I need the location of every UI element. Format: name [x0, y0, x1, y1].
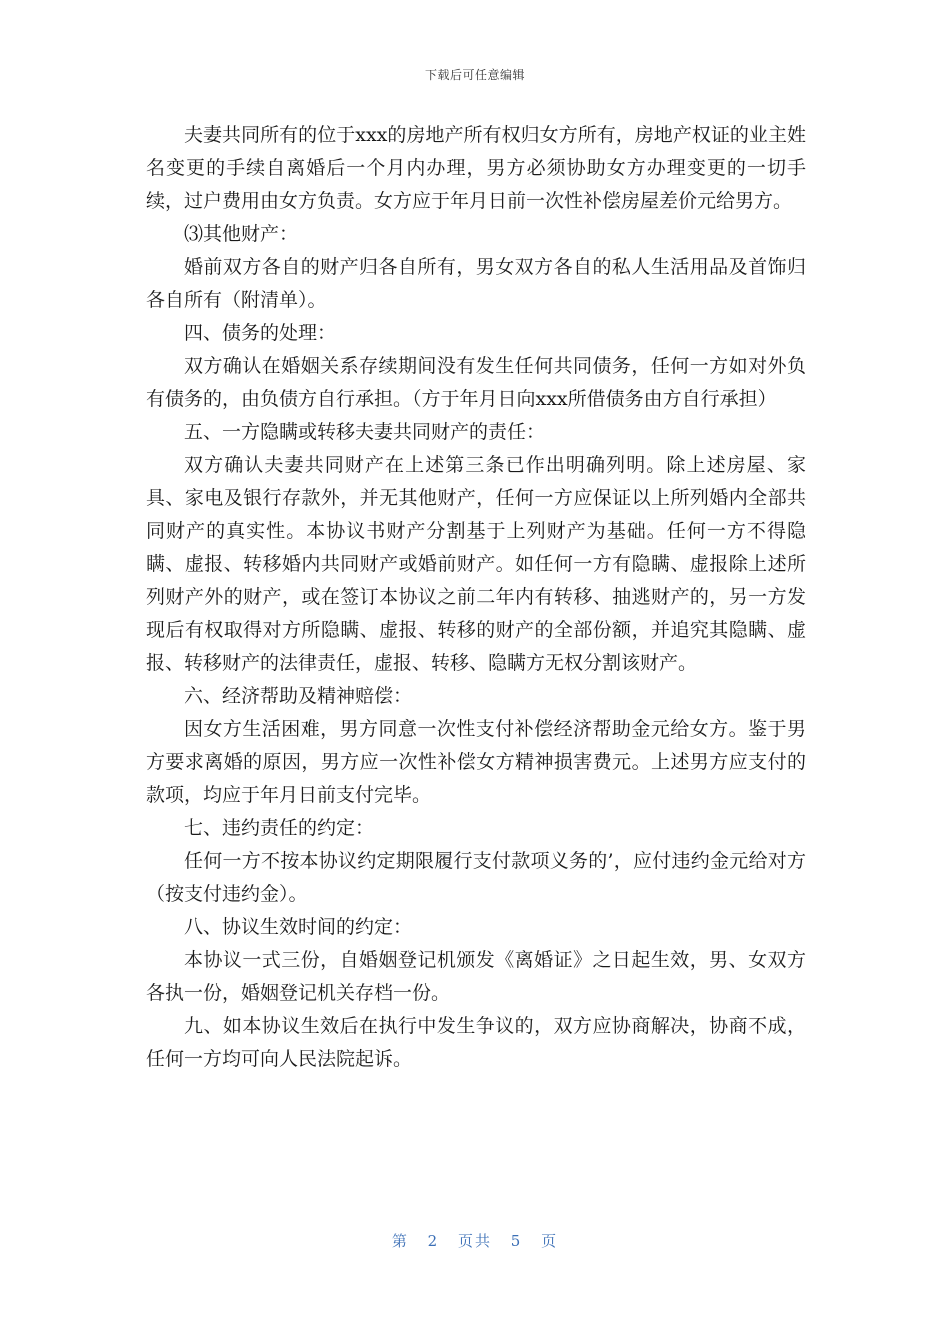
section-heading-compensation: 六、经济帮助及精神赔偿： [184, 685, 413, 707]
section-heading-debts: 四、债务的处理： [184, 322, 337, 344]
paragraph-compensation: 因女方生活困难，男方同意一次性支付补偿经济帮助金元给女方。鉴于男方要求离婚的原因，男方应一次性补偿女方精神损害费元。上述男方应支付的款项，均应于年月日前支付完毕。 [146, 718, 806, 806]
section-heading-effective-date: 八、协议生效时间的约定： [184, 916, 413, 938]
paragraph-debts: 双方确认在婚姻关系存续期间没有发生任何共同债务，任何一方如对外负有债务的，由负债方自行承担。（方于年月日向xxx所借债务由方自行承担） [146, 355, 806, 410]
paragraph-premarital-property: 婚前双方各自的财产归各自所有，男女双方各自的私人生活用品及首饰归各自所有（附清单）。 [146, 256, 806, 311]
section-heading-concealment: 五、一方隐瞒或转移夫妻共同财产的责任： [184, 421, 546, 443]
page-header: 下载后可任意编辑 [424, 68, 525, 82]
paragraph-disputes: 九、如本协议生效后在执行中发生争议的，双方应协商解决，协商不成，任何一方均可向人民法院起诉。 [146, 1015, 806, 1070]
document-body [146, 119, 806, 1076]
paragraph-concealment: 双方确认夫妻共同财产在上述第三条已作出明确列明。除上述房屋、家具、家电及银行存款外，并无其他财产，任何一方应保证以上所列婚内全部共同财产的真实性。本协议书财产分割基于上列财产为基础。任何一方不得隐瞒、虚报、转移婚内共同财产或婚前财产。如任何一方有隐瞒、虚报除上述所列财产外的财产，或在签订本协议之前二年内有转移、抽逃财产的，另一方发现后有权取得对方所隐瞒、虚报、转移的财产的全部份额，并追究其隐瞒、虚报、转移财产的法律责任，虚报、转移、隐瞒方无权分割该财产。 [146, 454, 806, 674]
page-number-footer: 第 2 页共 5 页 [391, 1232, 559, 1250]
paragraph-effective-date: 本协议一式三份，自婚姻登记机颁发《离婚证》之日起生效，男、女双方各执一份，婚姻登记机关存档一份。 [146, 949, 806, 1004]
paragraph-property-real-estate: 夫妻共同所有的位于xxx的房地产所有权归女方所有，房地产权证的业主姓名变更的手续自离婚后一个月内办理，男方必须协助女方办理变更的一切手续，过户费用由女方负责。女方应于年月日前一次性补偿房屋差价元给男方。 [146, 124, 806, 212]
paragraph-breach: 任何一方不按本协议约定期限履行支付款项义务的’，应付违约金元给对方（按支付违约金）。 [146, 850, 806, 905]
paragraph-other-property-heading: ⑶其他财产： [184, 223, 299, 245]
section-heading-breach: 七、违约责任的约定： [184, 817, 375, 839]
